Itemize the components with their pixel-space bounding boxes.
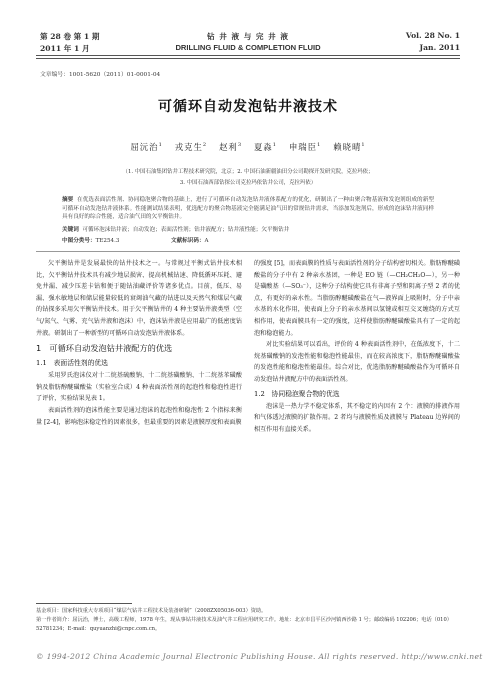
abstract-rule	[36, 251, 460, 252]
copyright-notice: © 1994-2012 China Academic Journal Electronic Publishing House. All rights reserved. http://www.cnki.net	[36, 652, 483, 661]
section-1-2-paragraph: 泡沫是一热力学不稳定体系，其不稳定的内因有 2 个：液膜的排液作用和气体透过液膜的扩散作用。2 者均与液膜性质及液膜与 Plateau 边界间的相互作用有直接关系。	[254, 402, 460, 433]
clc-value: TE254.3	[95, 238, 120, 244]
journal-volume-en: Vol. 28 No. 1	[405, 31, 460, 40]
affiliation-line-2: 3. 中国石油西部钻探公司克拉玛依钻井公司，克拉玛依）	[179, 180, 317, 186]
section-1-2-heading: 1.2 协同稳泡聚合物的优选	[254, 389, 340, 398]
keywords-label: 关键词	[62, 227, 79, 233]
left-column	[36, 258, 242, 428]
intro-paragraph: 欠平衡钻井是发展最快的钻井技术之一。与常规过平衡式钻井技术相比，欠平衡钻井技术具有减少地层损害、提高机械钻速、降低循环压耗、避免井漏、减少压差卡钻和便于随钻油藏评价等诸多优点。目前，低压、易漏、强水敏地层和储层能量较低的衰竭油气藏的钻进以及天然气和煤层气藏的钻探多采用欠平衡钻井技术。用于欠平衡钻井的 4 种主要钻井液类型（空气/氮气、气雾、充气钻井液和泡沫）中，泡沫钻井液是应用最广的低密度钻井液。研制出了一种新型的可循环自动发泡钻井液体系。	[36, 260, 242, 337]
abstract-text: 在优选表面活性剂、协同稳泡聚合物的基础上，进行了可循环自动发泡钻井液体系配方的优化，研制出了一种由聚合物基液和发泡剂组成的新型可循环自动发泡钻井液体系。性能测试结果表明，优选配方的聚合物基液完全能满足油气田的常规钻井需求，当添加发泡剂后，形成的泡沫钻井液同样具有良好的综合性能，适合油气田的欠平衡钻井。	[62, 197, 434, 221]
affiliation-line-1: （1. 中国石油集团钻井工程技术研究院，北京；2. 中国石油新疆油田分公司勘探开发研究院，克拉玛依；	[122, 169, 374, 175]
classification	[62, 237, 434, 246]
author-affiliation-mark: 1	[158, 142, 163, 148]
section-1-1-heading: 1.1 表面活性剂的优选	[36, 359, 108, 368]
result-paragraph: 对比实验结果可以看出，评价的 4 种表面活性剂中，在低浓度下，十二烷基磺酸钠的发泡性能和稳泡性能最佳，而在较高浓度下，脂肪醇醚磺酸盐的发泡性能和稳泡性能最佳。综合对比，优选脂肪醇醚磺酸盐作为可循环自动发泡钻井液配方中的表面活性剂。	[254, 341, 460, 383]
author-name-text: 戎克生	[174, 142, 203, 152]
author-name	[289, 142, 321, 152]
author-list	[36, 141, 460, 153]
author-name	[175, 142, 207, 152]
paper-title: 可循环自动发泡钻井液技术	[158, 99, 338, 115]
abstract-label: 摘要	[62, 197, 74, 203]
keywords	[62, 226, 434, 235]
continued-paragraph: 的强度 [5]，而表面膜的性质与表面活性剂的分子结构密切相关。脂肪醇醚磺酸盐的分子中有 2 种亲水基团，一种是 EO 链（—CH₂CH₂O—），另一种是磺酸基（—SO₃⁻），这种分子结构使它具有非离子型和阴离子型 2 者的优点，有更好的亲水性。当脂肪醇醚磺酸盐在气—液界面上吸附时，分子中亲水基的水化作用，使表面上分子的亲水基间以氢键或相互交叉缠绕的方式互相作用，使表面膜具有一定的强度，这样使脂肪醇醚磺酸盐具有了一定的起泡和稳泡能力。	[254, 260, 460, 337]
doc-code-value: A	[204, 238, 209, 244]
article-number: 文章编号：1001-5620（2011）01-0001-04	[40, 72, 161, 78]
footnote-rule	[36, 603, 132, 604]
author-name	[254, 142, 277, 152]
journal-header	[0, 0, 496, 58]
author-name-text: 申瑞臣	[288, 142, 318, 152]
section-1-1-paragraph-1: 采用罗氏泡沫仪对十二烷基硫酸钠、十二烷基磺酸钠、十二烷基苯磺酸钠及脂肪醇醚磺酸盐（实验室合成）4 种表面活性剂的起泡性和稳泡性进行了评价，实验结果见表 1。	[36, 372, 242, 403]
clc-label: 中图分类号：	[62, 238, 96, 244]
journal-date-en: Jan. 2011	[419, 43, 460, 52]
author-affiliation-mark: 1	[272, 142, 277, 148]
author-affiliation-mark: 1	[317, 142, 322, 148]
header-rule-thin	[36, 58, 460, 59]
author-name-text: 屈沅治	[130, 142, 159, 152]
author-name-text: 赵利	[219, 142, 238, 152]
author-name	[333, 142, 365, 152]
journal-date-cn: 2011 年 1 月	[40, 44, 90, 53]
footnote	[36, 607, 460, 634]
author-affiliation-mark: 2	[202, 142, 208, 148]
author-name	[219, 142, 242, 152]
journal-title-en: DRILLING FLUID & COMPLETION FLUID	[175, 43, 321, 52]
author-affiliation-mark: 3	[237, 142, 242, 148]
journal-issue-cn: 第 28 卷 第 1 期	[40, 32, 100, 41]
abstract	[62, 196, 434, 222]
keywords-text: 可循环泡沫钻井液；自动发泡；表面活性剂；钻井液配方；钻井液性能；欠平衡钻井	[82, 227, 290, 233]
author-name	[130, 142, 162, 152]
author-bio: 第一作者简介：屈沅治，博士，高级工程师，1978 年生，现从事钻井液技术及油气井工程应用研究工作。地址：北京市昌平区沙河镇西沙路 1 号；邮政编码 102206；电话（010）52781234；E-mail：quyuanzhi@cnpc.com.cn。	[36, 617, 452, 632]
author-name-text: 赖晓晴	[333, 142, 362, 152]
right-column	[254, 258, 460, 435]
section-1-1-paragraph-2: 表面活性剂的泡沫性能主要是通过泡沫的起泡性和稳泡性 2 个指标来衡量 [2-4]，影响泡沫稳定性的因素很多，但最重要的因素是液膜厚度和表面膜	[36, 406, 242, 426]
author-name-text: 夏淼	[254, 142, 273, 152]
doc-code-label: 文献标识码：	[170, 238, 205, 244]
journal-title-cn: 钻 井 液 与 完 井 液	[206, 32, 290, 41]
fund-note: 基金项目：国家科技重大专项项目“煤层气钻井工程技术及装备研制”（2008ZX05036-003）资助。	[36, 608, 267, 614]
header-rule	[36, 55, 460, 56]
section-1-heading: 1 可循环自动发泡钻井液配方的优选	[36, 343, 173, 354]
author-affiliation-mark: 1	[361, 142, 366, 148]
